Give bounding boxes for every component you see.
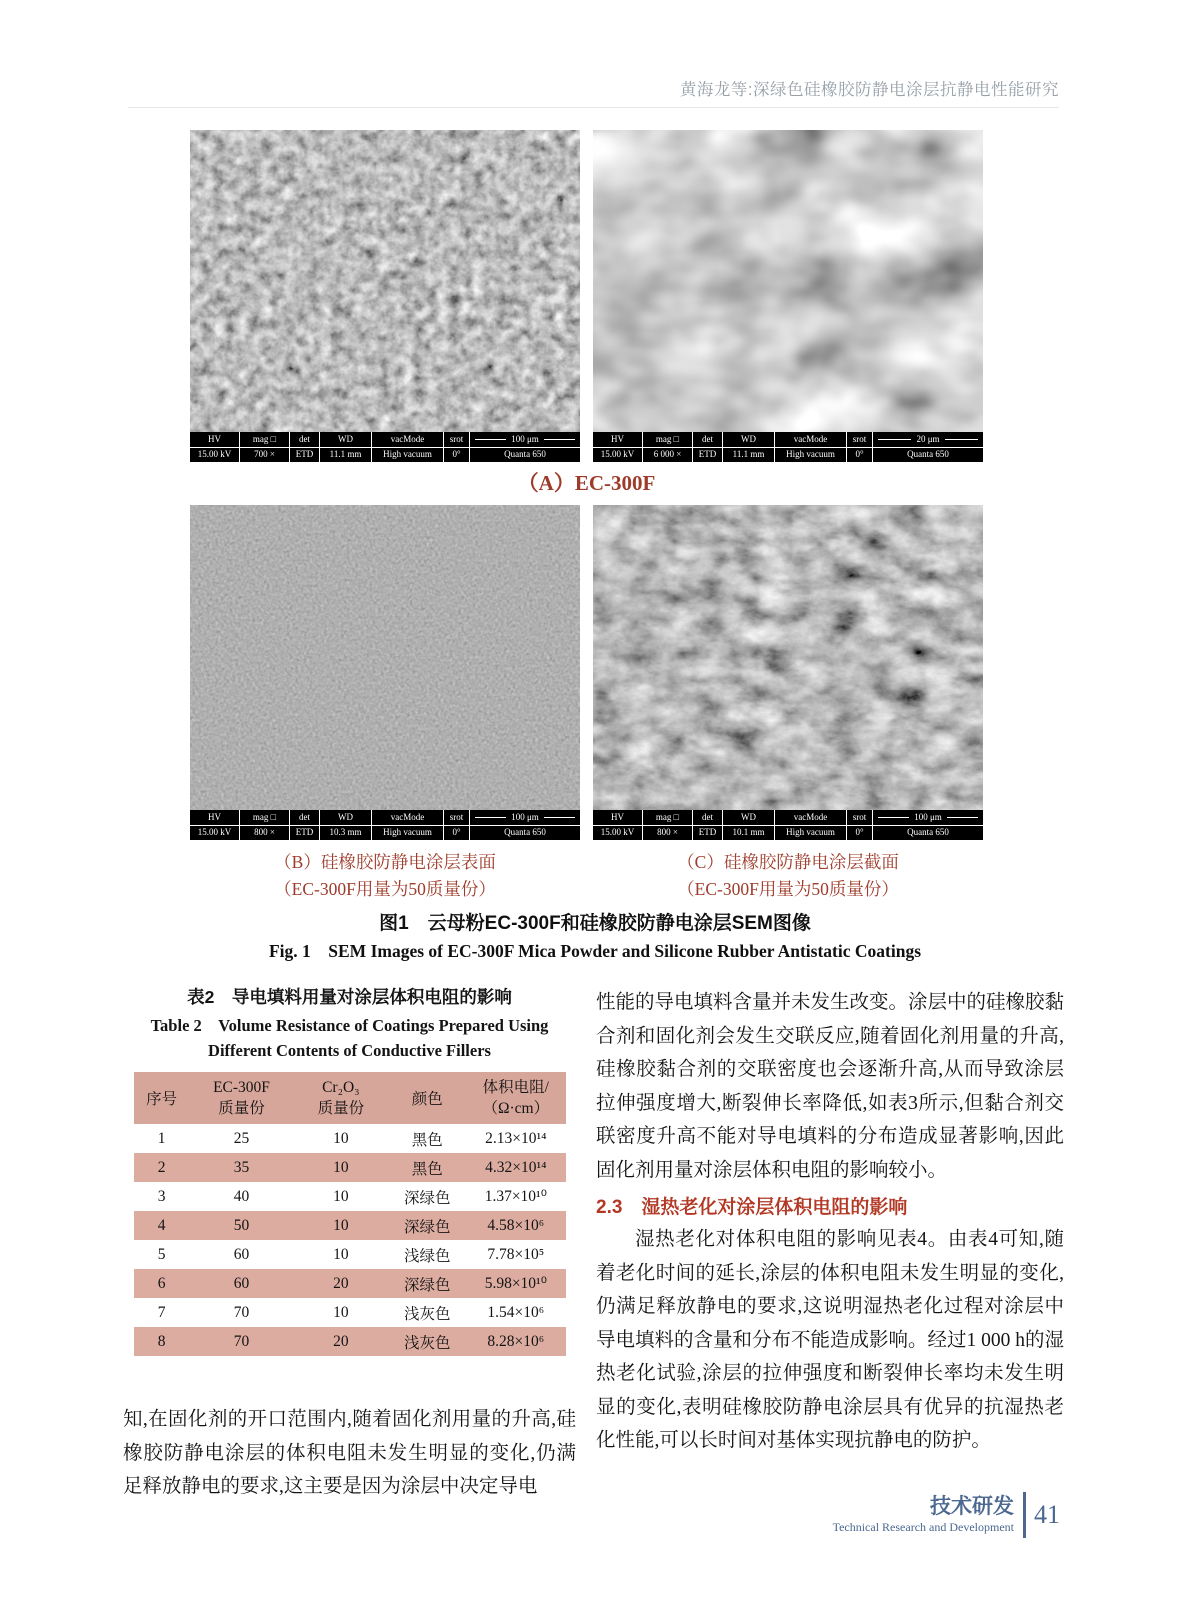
figure-caption-a: （A）EC-300F [517, 471, 656, 495]
vac-label: vacMode [775, 432, 846, 448]
sem-image-mica-700x [190, 130, 580, 462]
table-row: 7 70 10 浅灰色 1.54×10⁶ [157, 1303, 545, 1323]
det-value: ETD [698, 449, 717, 460]
det-label: det [693, 810, 722, 826]
hv-value: 15.00 kV [197, 827, 232, 838]
hv-value: 15.00 kV [600, 827, 635, 838]
table2-title-en-line2: Different Contents of Conductive Fillers [208, 1041, 491, 1060]
det-label: det [290, 432, 319, 448]
caption-b-line2: （EC-300F用量为50质量份） [274, 879, 496, 899]
caption-b-line1: （B）硅橡胶防静电涂层表面 [274, 852, 496, 872]
mag-label: mag □ [643, 810, 692, 826]
sem-wd [320, 810, 372, 840]
hv-value: 15.00 kV [600, 449, 635, 460]
sem-vacmode [372, 432, 444, 462]
wd-label: WD [723, 432, 774, 448]
body-paragraph-right-2: 湿热老化对体积电阻的影响见表4。由表4可知,随着老化时间的延长,涂层的体积电阻未发生明显的变化,仍满足释放静电的要求,这说明湿热老化过程对涂层中导电填料的含量和分布不能造成影响。经过1 000 h的湿热老化试验,涂层的拉伸强度和断裂伸长率均未发生明显的变化,表明硅橡胶防静电涂层具有优异的抗湿热老化性能,可以长时间对基体实现抗静电的防护。 [596, 1229, 1065, 1451]
sem-srot [847, 810, 873, 840]
sem-micrograph [190, 130, 580, 432]
sem-metadata-bar [593, 432, 983, 462]
sem-vacmode [775, 432, 847, 462]
hv-label: HV [593, 810, 642, 826]
table-row: 2 35 10 黑色 4.32×10¹⁴ [134, 1153, 566, 1182]
page-number: 41 [1034, 1500, 1060, 1529]
wd-label: WD [723, 810, 774, 826]
sem-wd [320, 432, 372, 462]
scale-line [945, 439, 978, 440]
sem-scale-box [470, 432, 580, 462]
sem-hv [190, 810, 240, 840]
scale-value: 100 μm [511, 811, 539, 822]
scale-line [947, 817, 978, 818]
sem-hv [190, 432, 240, 462]
srot-label: srot [444, 810, 469, 826]
col-header-cr2o3: Cr₂O₃ 质量份 [317, 1079, 365, 1117]
caption-c-line2: （EC-300F用量为50质量份） [677, 879, 899, 899]
hv-label: HV [190, 432, 239, 448]
left-column [123, 984, 576, 1504]
det-label: det [693, 432, 722, 448]
det-value: ETD [295, 827, 314, 838]
running-header: 黄海龙等:深绿色硅橡胶防静电涂层抗静电性能研究 [679, 81, 1059, 99]
wd-label: WD [320, 432, 371, 448]
mag-value: 6 000 × [653, 449, 682, 460]
footer-section-cn: 技术研发 [930, 1495, 1014, 1518]
body-paragraph-right-1: 性能的导电填料含量并未发生改变。涂层中的硅橡胶黏合剂和固化剂会发生交联反应,随着固化剂用量的升高,硅橡胶黏合剂的交联密度也会逐渐升高,从而导致涂层拉伸强度增大,断裂伸长率降低,如表3所示,但黏合剂交联密度升高不能对导电填料的分布造成显著影响,因此固化剂用量对涂层体积电阻的影响较小。 [596, 992, 1065, 1181]
scale-line [878, 817, 909, 818]
table2 [134, 1072, 566, 1356]
mag-value: 700 × [254, 449, 275, 460]
wd-value: 11.1 mm [732, 449, 765, 460]
det-value: ETD [698, 827, 717, 838]
scale-line [878, 439, 911, 440]
sem-det [693, 432, 723, 462]
vac-label: vacMode [775, 810, 846, 826]
srot-value: 0° [855, 449, 864, 460]
mag-label: mag □ [240, 432, 289, 448]
sem-srot [444, 432, 470, 462]
mag-label: mag □ [240, 810, 289, 826]
sem-metadata-bar [190, 810, 580, 840]
table2-title-en [123, 1013, 576, 1063]
instrument-name: Quanta 650 [907, 449, 949, 460]
sem-hv [593, 810, 643, 840]
header-divider [128, 107, 1059, 108]
sem-det [290, 810, 320, 840]
footer-divider [1023, 1492, 1026, 1538]
mag-label: mag □ [643, 432, 692, 448]
vac-label: vacMode [372, 432, 443, 448]
wd-value: 10.1 mm [732, 827, 765, 838]
scale-line [475, 439, 506, 440]
hv-label: HV [593, 432, 642, 448]
det-value: ETD [295, 449, 314, 460]
srot-value: 0° [452, 827, 461, 838]
col-header-color: 颜色 [411, 1091, 443, 1108]
vac-value: High vacuum [786, 827, 835, 838]
sem-metadata-bar [593, 810, 983, 840]
sem-micrograph [593, 130, 983, 432]
det-label: det [290, 810, 319, 826]
wd-label: WD [320, 810, 371, 826]
vac-value: High vacuum [786, 449, 835, 460]
table-row: 8 70 20 浅灰色 8.28×10⁶ [134, 1327, 566, 1356]
sem-wd [723, 432, 775, 462]
scale-bar [470, 432, 580, 448]
sem-scale-box [873, 810, 983, 840]
mag-value: 800 × [254, 827, 275, 838]
table-row: 5 60 10 浅绿色 7.78×10⁵ [157, 1245, 545, 1265]
right-column [596, 986, 1064, 1458]
srot-value: 0° [855, 827, 864, 838]
sem-image-coating-surface [190, 505, 580, 840]
sem-metadata-bar [190, 432, 580, 462]
wd-value: 10.3 mm [329, 827, 362, 838]
hv-label: HV [190, 810, 239, 826]
vac-value: High vacuum [383, 827, 432, 838]
scale-value: 20 μm [916, 433, 940, 444]
page-footer [833, 1492, 1060, 1538]
section-2-3-heading: 2.3 湿热老化对涂层体积电阻的影响 [596, 1197, 908, 1218]
sem-wd [723, 810, 775, 840]
instrument-name: Quanta 650 [504, 827, 546, 838]
sem-scale-box [873, 432, 983, 462]
sem-micrograph [593, 505, 983, 810]
table2-title-cn: 表2 导电填料用量对涂层体积电阻的影响 [187, 987, 512, 1007]
vac-value: High vacuum [383, 449, 432, 460]
sem-image-mica-6000x [593, 130, 983, 462]
table-row: 6 60 20 深绿色 5.98×10¹⁰ [134, 1269, 566, 1298]
sem-srot [444, 810, 470, 840]
sem-mag [643, 810, 693, 840]
srot-label: srot [444, 432, 469, 448]
col-header-no: 序号 [146, 1091, 178, 1108]
scale-bar [470, 810, 580, 826]
table-header-row [134, 1072, 566, 1124]
sem-image-coating-cross-section [593, 505, 983, 840]
scale-bar [873, 810, 983, 826]
figure-caption-c [593, 849, 983, 903]
scale-value: 100 μm [914, 811, 942, 822]
scale-bar [873, 432, 983, 448]
footer-section-en: Technical Research and Development [832, 1520, 1014, 1534]
srot-label: srot [847, 432, 872, 448]
sem-mag [643, 432, 693, 462]
scale-line [544, 817, 575, 818]
instrument-name: Quanta 650 [504, 449, 546, 460]
caption-c-line1: （C）硅橡胶防静电涂层截面 [677, 852, 899, 872]
table-row: 4 50 10 深绿色 4.58×10⁶ [134, 1211, 566, 1240]
figure1-title-cn: 图1 云母粉EC-300F和硅橡胶防静电涂层SEM图像 [379, 913, 811, 934]
table-row: 1 25 10 黑色 2.13×10¹⁴ [157, 1129, 547, 1149]
scale-value: 100 μm [511, 433, 539, 444]
sem-det [693, 810, 723, 840]
scale-line [475, 817, 506, 818]
sem-scale-box [470, 810, 580, 840]
instrument-name: Quanta 650 [907, 827, 949, 838]
vac-label: vacMode [372, 810, 443, 826]
sem-vacmode [775, 810, 847, 840]
srot-value: 0° [452, 449, 461, 460]
sem-vacmode [372, 810, 444, 840]
wd-value: 11.1 mm [329, 449, 362, 460]
footer-section-labels [833, 1495, 1014, 1535]
col-header-ec300f: EC-300F 质量份 [213, 1079, 270, 1117]
sem-srot [847, 432, 873, 462]
scale-line [544, 439, 575, 440]
sem-micrograph [190, 505, 580, 810]
body-paragraph-left: 知,在固化剂的开口范围内,随着固化剂用量的升高,硅橡胶防静电涂层的体积电阻未发生明显的变化,仍满足释放静电的要求,这主要是因为涂层中决定导电 [123, 1409, 576, 1497]
table2-title-en-line1: Table 2 Volume Resistance of Coatings Prepared Using [150, 1016, 549, 1035]
hv-value: 15.00 kV [197, 449, 232, 460]
sem-mag [240, 810, 290, 840]
srot-label: srot [847, 810, 872, 826]
table-row: 3 40 10 深绿色 1.37×10¹⁰ [157, 1187, 547, 1207]
figure1-title-en: Fig. 1 SEM Images of EC-300F Mica Powder and Silicone Rubber Antistatic Coatings [268, 941, 922, 961]
sem-mag [240, 432, 290, 462]
col-header-resistance: 体积电阻/ （Ω·cm） [482, 1079, 550, 1117]
mag-value: 800 × [657, 827, 678, 838]
sem-hv [593, 432, 643, 462]
figure-caption-b [190, 849, 580, 903]
sem-det [290, 432, 320, 462]
